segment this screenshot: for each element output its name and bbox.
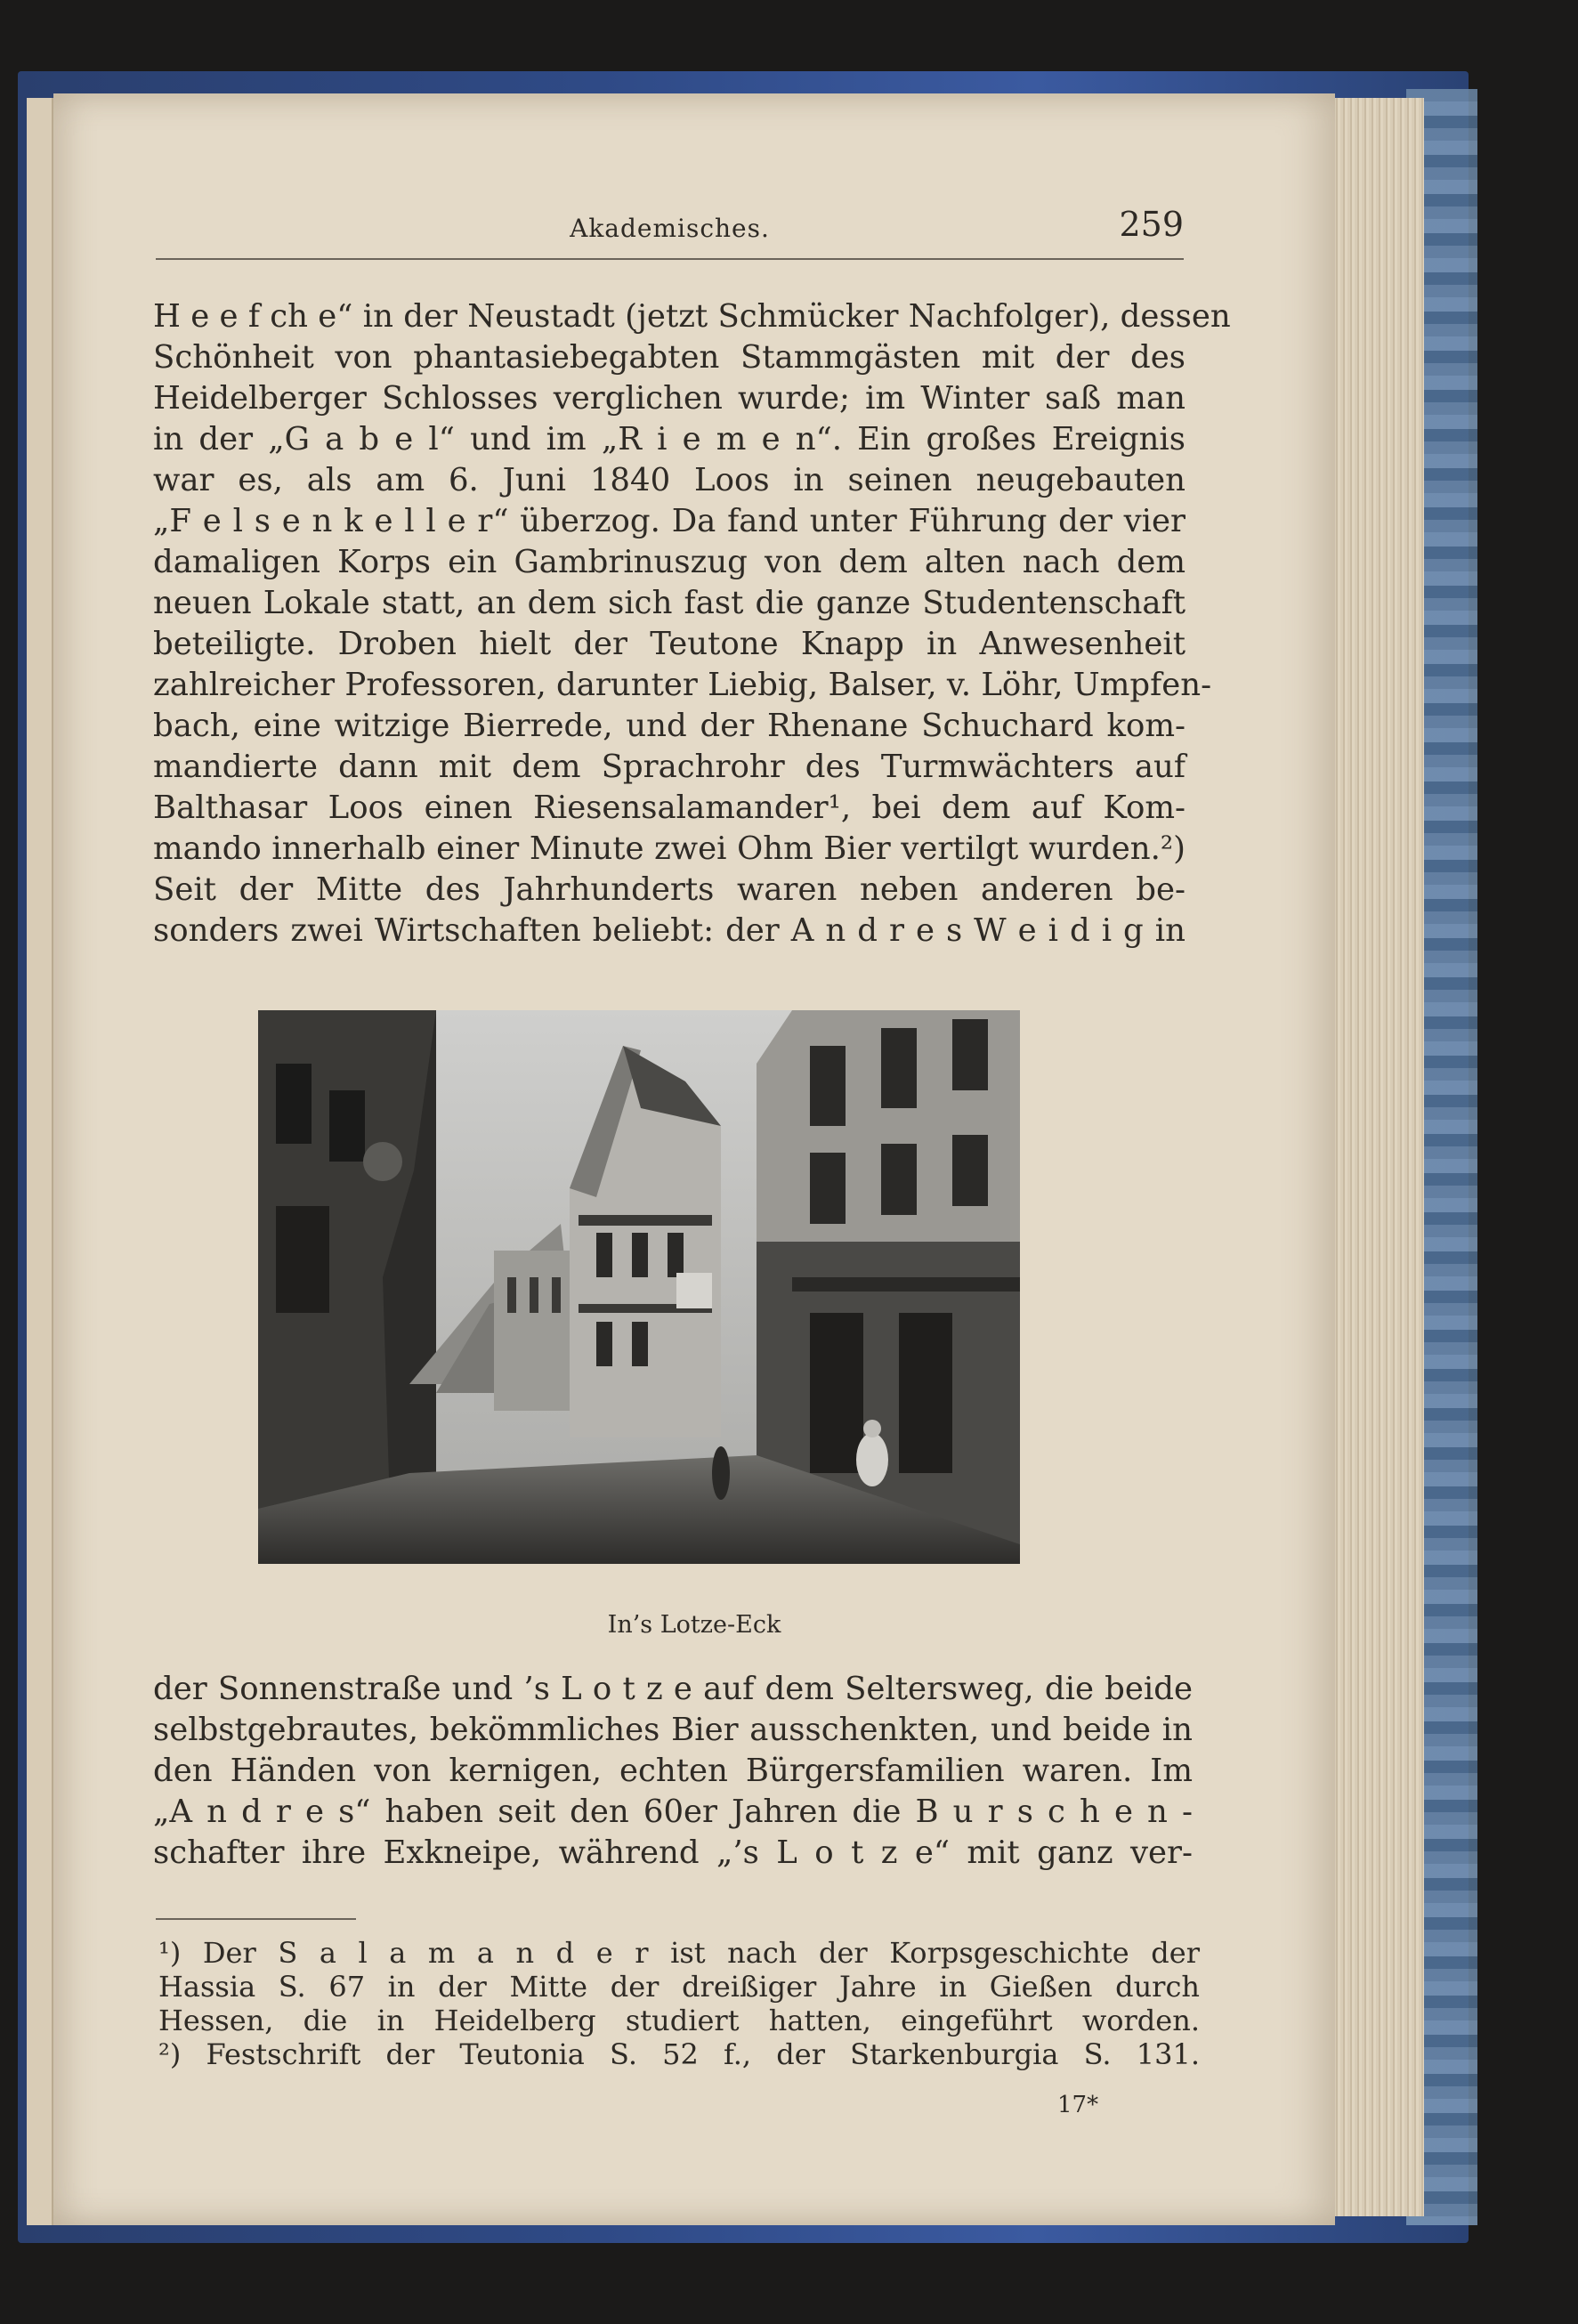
footnotes: [158, 1936, 1200, 2071]
text-line: bach, eine witzige Bierrede, und der Rhenane Schuchard kom-: [153, 708, 1186, 744]
footnote-rule: [156, 1918, 356, 1920]
text-line: den Händen von kernigen, echten Bürgersfamilien waren. Im: [153, 1753, 1193, 1789]
footnote-line: Hassia S. 67 in der Mitte der dreißiger Jahre in Gießen durch: [158, 1970, 1200, 2004]
text-line: „A n d r e s“ haben seit den 60er Jahren die B u r s c h e n -: [153, 1794, 1193, 1830]
running-head: Akademisches.: [570, 214, 770, 243]
text-line: war es, als am 6. Juni 1840 Loos in seinen neugebauten: [153, 462, 1186, 498]
text-line: Balthasar Loos einen Riesensalamander¹, bei dem auf Kom-: [153, 790, 1186, 826]
page-block-edges: [1326, 98, 1424, 2216]
text-line: sonders zwei Wirtschaften beliebt: der A n d r e s W e i d i g in: [153, 912, 1186, 949]
footnote-line: ²) Festschrift der Teutonia S. 52 f., der Starkenburgia S. 131.: [158, 2037, 1200, 2071]
text-line: Seit der Mitte des Jahrhunderts waren neben anderen be-: [153, 871, 1186, 908]
paragraph-1: [153, 296, 1231, 951]
street-photo: [258, 1010, 1020, 1564]
text-line: H e e f ch e“ in der Neustadt (jetzt Schmücker Nachfolger), dessen: [153, 298, 1231, 335]
text-line: zahlreicher Professoren, darunter Liebig, Balser, v. Löhr, Umpfen-: [153, 667, 1212, 703]
footnote-line: ¹) Der S a l a m a n d e r ist nach der Korpsgeschichte der: [158, 1936, 1200, 1970]
figure-caption: In’s Lotze-Eck: [607, 1611, 781, 1639]
book-page: [53, 93, 1335, 2225]
text-line: beteiligte. Droben hielt der Teutone Knapp in Anwesenheit: [153, 626, 1186, 662]
text-line: in der „G a b e l“ und im „R i e m e n“. Ein großes Ereignis: [153, 421, 1186, 458]
street-photo-illustration: [258, 1010, 1020, 1564]
text-line: neuen Lokale statt, an dem sich fast die ganze Studentenschaft: [153, 585, 1186, 621]
text-line: schafter ihre Exkneipe, während „’s L o t z e“ mit ganz ver-: [153, 1834, 1193, 1871]
text-line: Heidelberger Schlosses verglichen wurde; im Winter saß man: [153, 380, 1186, 417]
left-page-edge: [27, 98, 53, 2225]
text-line: mandierte dann mit dem Sprachrohr des Turmwächters auf: [153, 749, 1186, 785]
text-line: Schönheit von phantasiebegabten Stammgästen mit der des: [153, 339, 1186, 376]
text-line: selbstgebrautes, bekömmliches Bier ausschenkten, und beide in: [153, 1712, 1193, 1748]
text-line: der Sonnenstraße und ’s L o t z e auf dem Seltersweg, die beide: [153, 1671, 1193, 1707]
page-number: 259: [1119, 205, 1184, 244]
text-line: mando innerhalb einer Minute zwei Ohm Bier vertilgt wurden.²): [153, 830, 1186, 867]
text-line: „F e l s e n k e l l e r“ überzog. Da fand unter Führung der vier: [153, 503, 1186, 539]
paragraph-2: [153, 1669, 1193, 1874]
page-header: [156, 205, 1184, 260]
footnote-line: Hessen, die in Heidelberg studiert hatten, eingeführt worden.: [158, 2004, 1200, 2037]
signature-mark: 17*: [1057, 2092, 1099, 2118]
text-line: damaligen Korps ein Gambrinuszug von dem alten nach dem: [153, 544, 1186, 580]
